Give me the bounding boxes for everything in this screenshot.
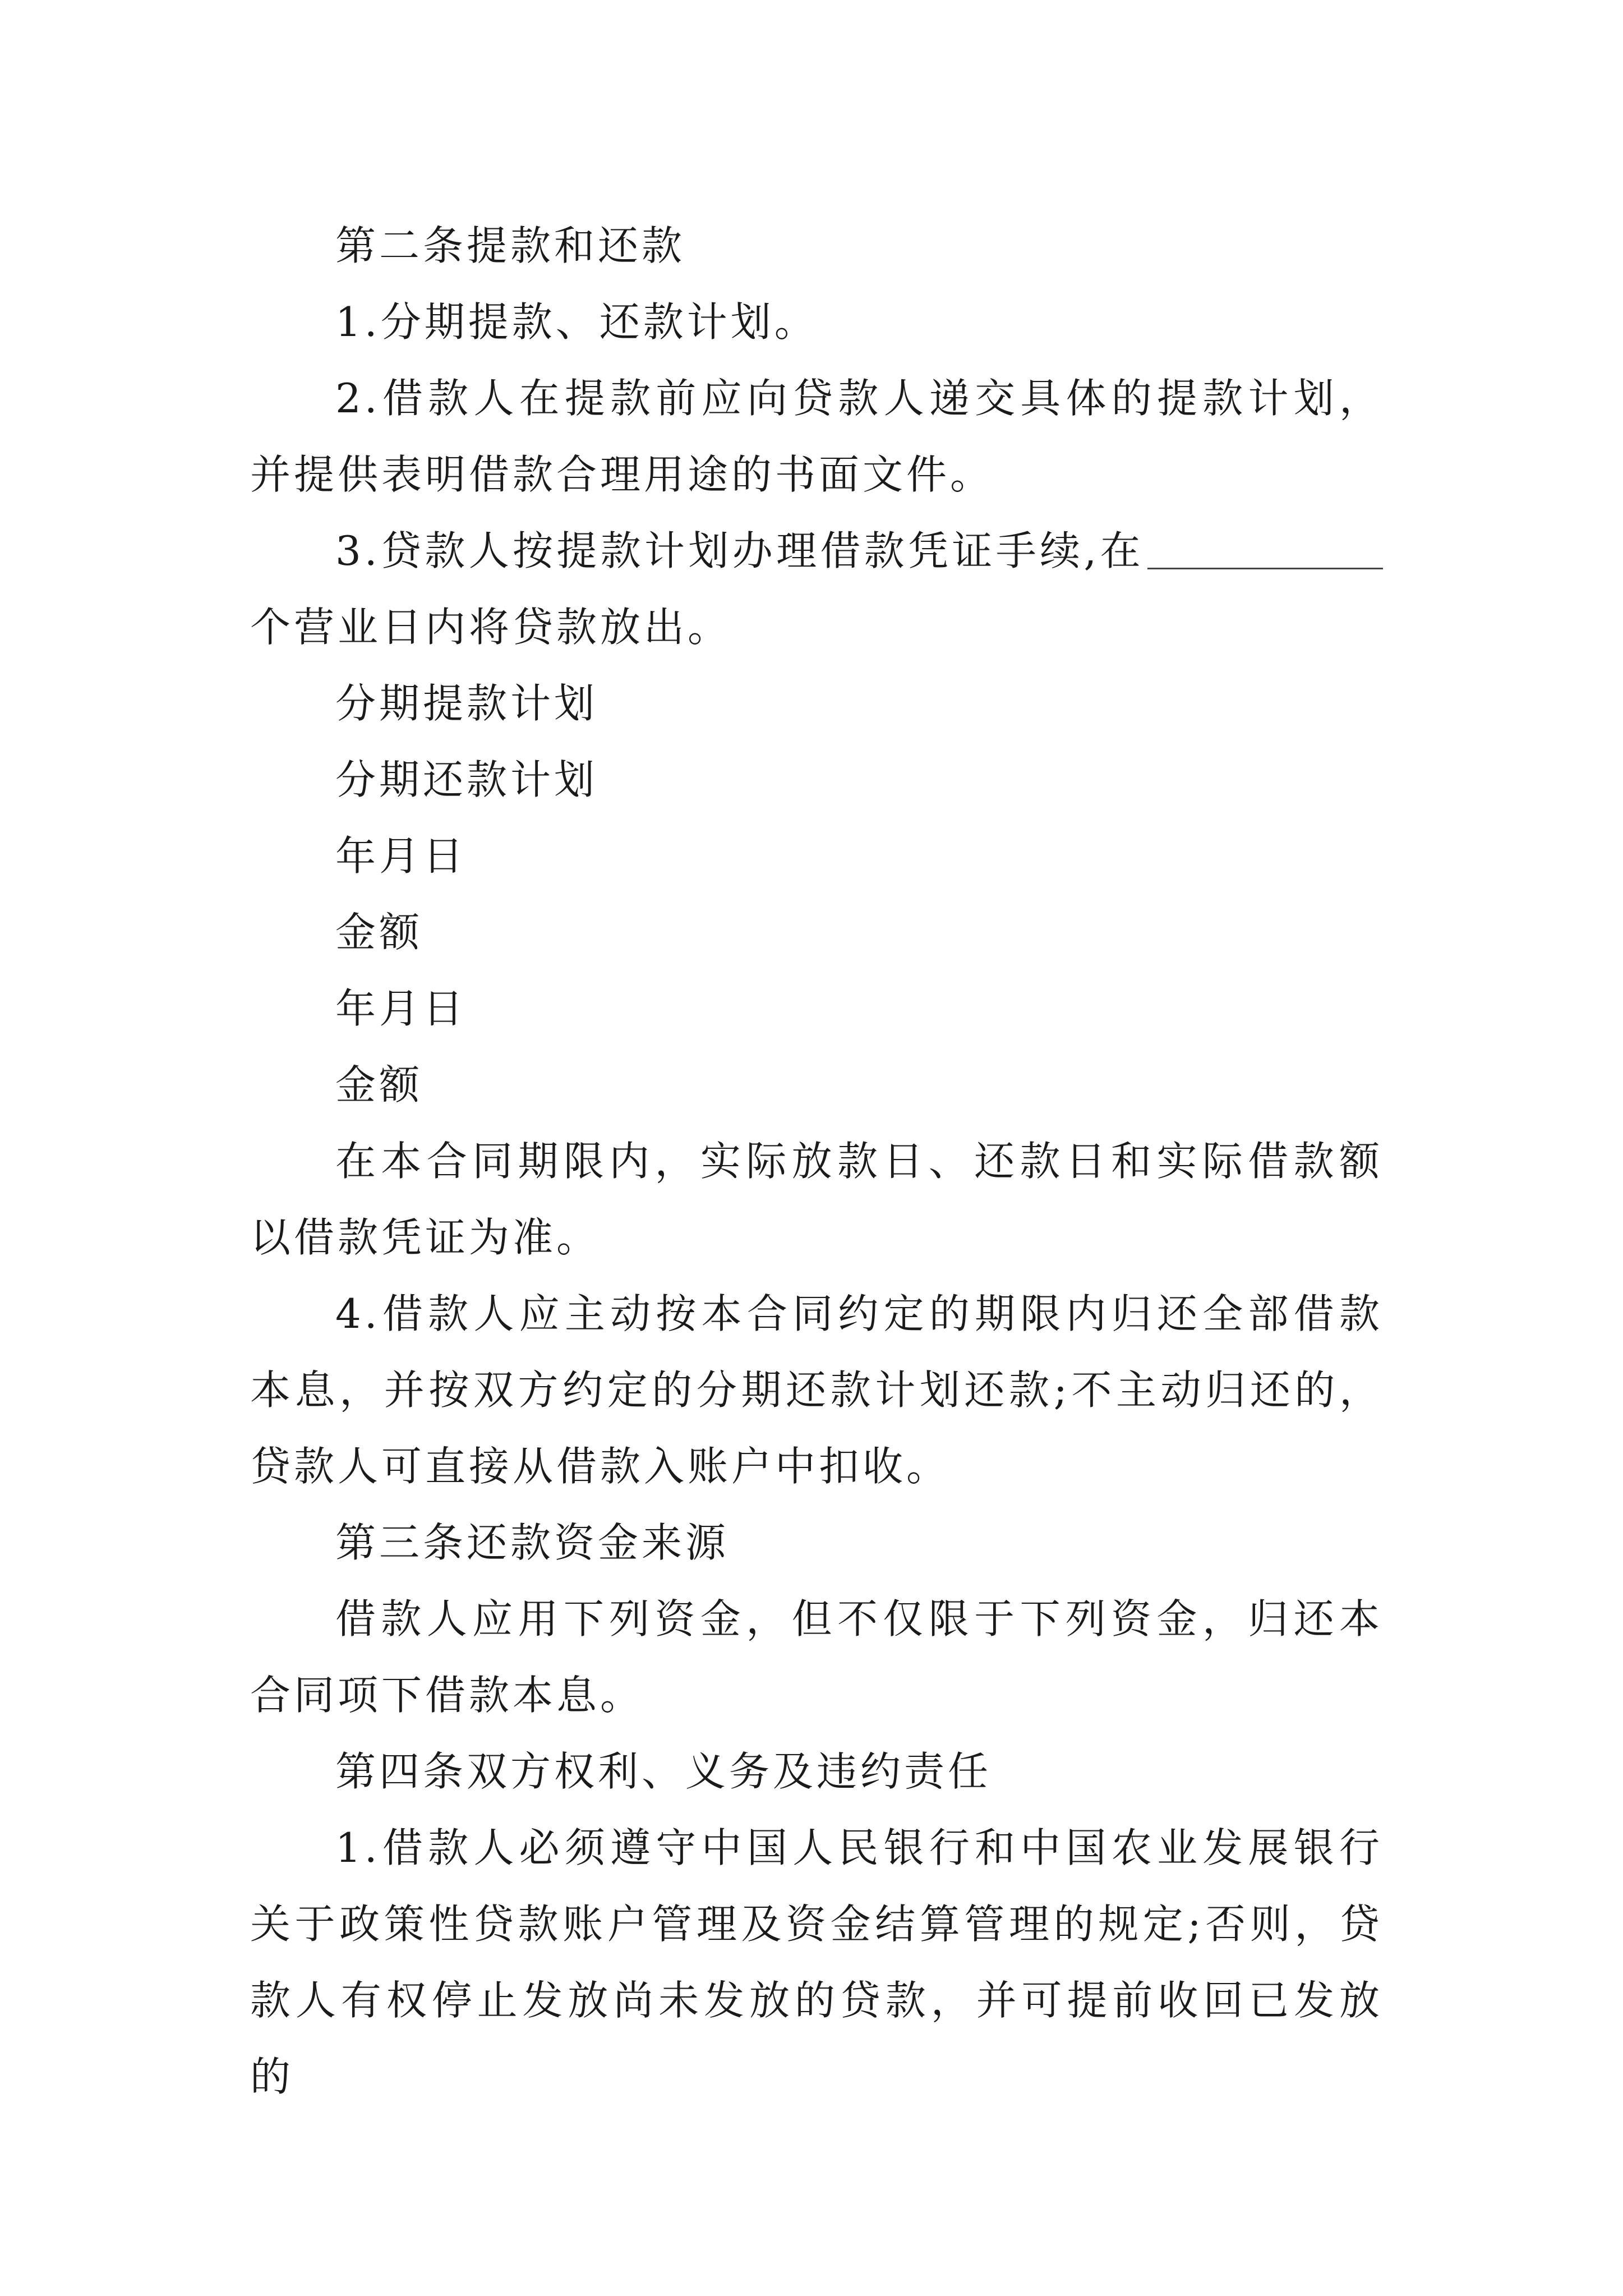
document-body [250, 208, 1383, 2115]
fill-in-blank [1147, 527, 1383, 569]
repayment-plan-label: 分期还款计划 [335, 756, 598, 803]
article-4-heading: 第四条双方权利、义务及违约责任 [335, 1748, 992, 1795]
date-label: 年月日 [335, 985, 467, 1032]
article-2-heading: 第二条提款和还款 [335, 222, 686, 269]
amount-label: 金额 [335, 1061, 423, 1108]
article-3-heading: 第三条还款资金来源 [335, 1519, 730, 1566]
contract-term-paragraph: 在本合同期限内，实际放款日、还款日和实际借款额以借款凭证为准。 [250, 1138, 1383, 1261]
clause-2: 2.借款人在提款前应向贷款人递交具体的提款计划，并提供表明借款合理用途的书面文件。 [250, 375, 1383, 498]
clause-3-text-after: 个营业日内将贷款放出。 [250, 604, 732, 651]
date-label: 年月日 [335, 832, 467, 880]
clause-3 [250, 513, 1383, 665]
amount-label: 金额 [335, 909, 423, 956]
article-4-clause-1: 1.借款人必须遵守中国人民银行和中国农业发展银行关于政策性贷款账户管理及资金结算管理的规定;否则，贷款人有权停止发放尚未发放的贷款，并可提前收回已发放的 [250, 1824, 1383, 2100]
clause-3-text-before: 3.贷款人按提款计划办理借款凭证手续,在 [335, 527, 1144, 574]
clause-4: 4.借款人应主动按本合同约定的期限内归还全部借款本息，并按双方约定的分期还款计划还款;不主动归还的，贷款人可直接从借款入账户中扣收。 [250, 1290, 1383, 1490]
clause-1: 1.分期提款、还款计划。 [335, 298, 818, 346]
repayment-source-paragraph: 借款人应用下列资金，但不仅限于下列资金，归还本合同项下借款本息。 [250, 1595, 1383, 1719]
withdrawal-plan-label: 分期提款计划 [335, 680, 598, 727]
